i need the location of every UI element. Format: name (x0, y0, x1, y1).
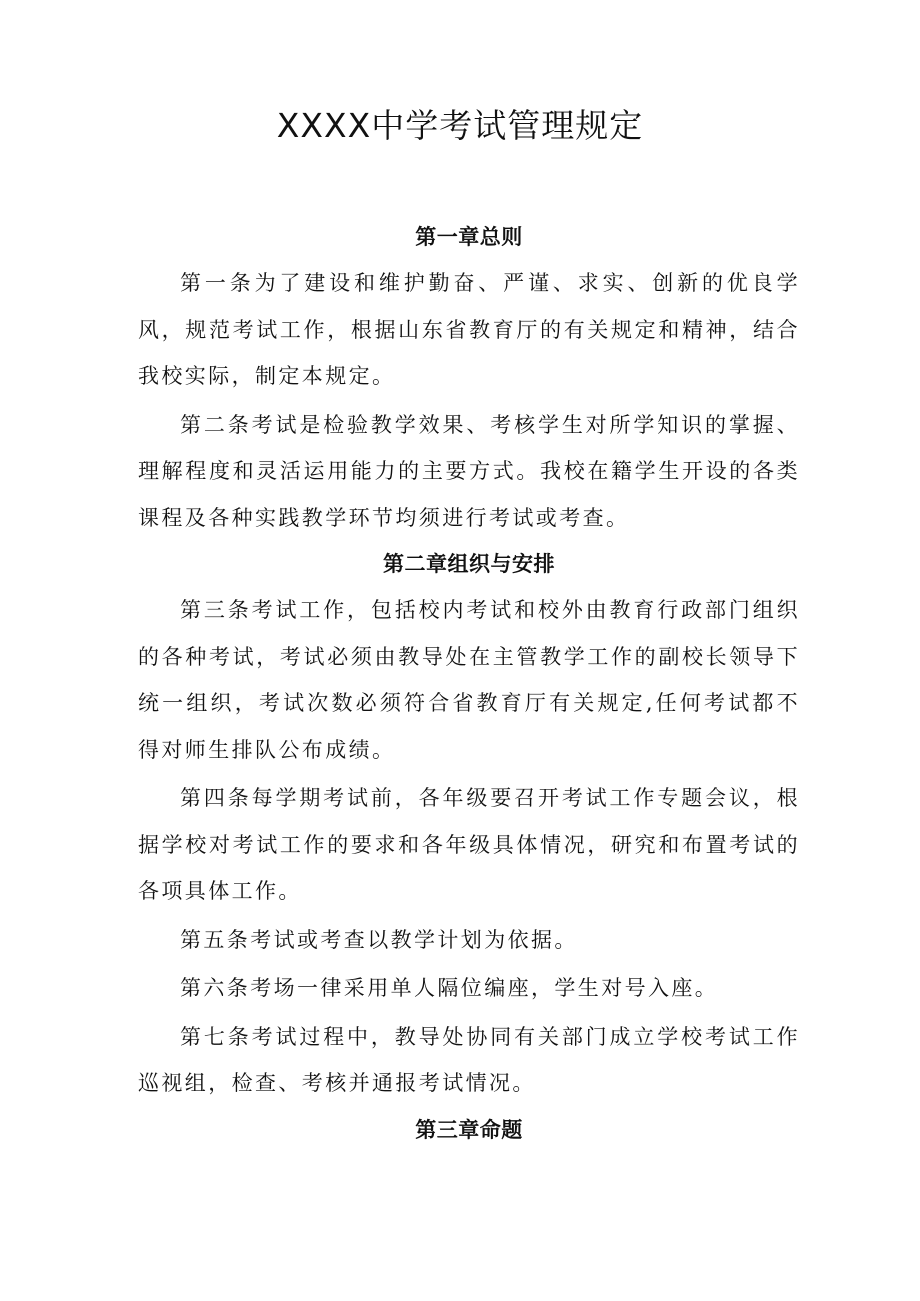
chapter-3-heading: 第三章命题 (415, 1117, 523, 1142)
article-5: 第五条考试或考查以教学计划为依据。 (180, 927, 578, 952)
article-7: 第七条考试过程中，教导处协同有关部门成立学校考试工作巡视组，检查、考核并通报考试情况。 (138, 1024, 800, 1095)
document-title: XXXX中学考试管理规定 (276, 106, 644, 145)
chapter-1-heading: 第一章总则 (415, 225, 523, 249)
article-6: 第六条考场一律采用单人隔位编座，学生对号入座。 (180, 976, 719, 1000)
document-body (138, 214, 800, 1153)
chapter-2-heading: 第二章组织与安排 (383, 552, 555, 576)
article-4: 第四条每学期考试前，各年级要召开考试工作专题会议，根据学校对考试工作的要求和各年级具体情况，研究和布置考试的各项具体工作。 (138, 786, 800, 903)
article-3: 第三条考试工作，包括校内考试和校外由教育行政部门组织的各种考试，考试必须由教导处在主管教学工作的副校长领导下统一组织，考试次数必须符合省教育厅有关规定,任何考试都不得对师生排队公布成绩。 (138, 598, 800, 762)
article-1: 第一条为了建设和维护勤奋、严谨、求实、创新的优良学风，规范考试工作，根据山东省教育厅的有关规定和精神，结合我校实际，制定本规定。 (138, 271, 800, 388)
article-2: 第二条考试是检验教学效果、考核学生对所学知识的掌握、理解程度和灵活运用能力的主要方式。我校在籍学生开设的各类课程及各种实践教学环节均须进行考试或考查。 (138, 412, 800, 530)
